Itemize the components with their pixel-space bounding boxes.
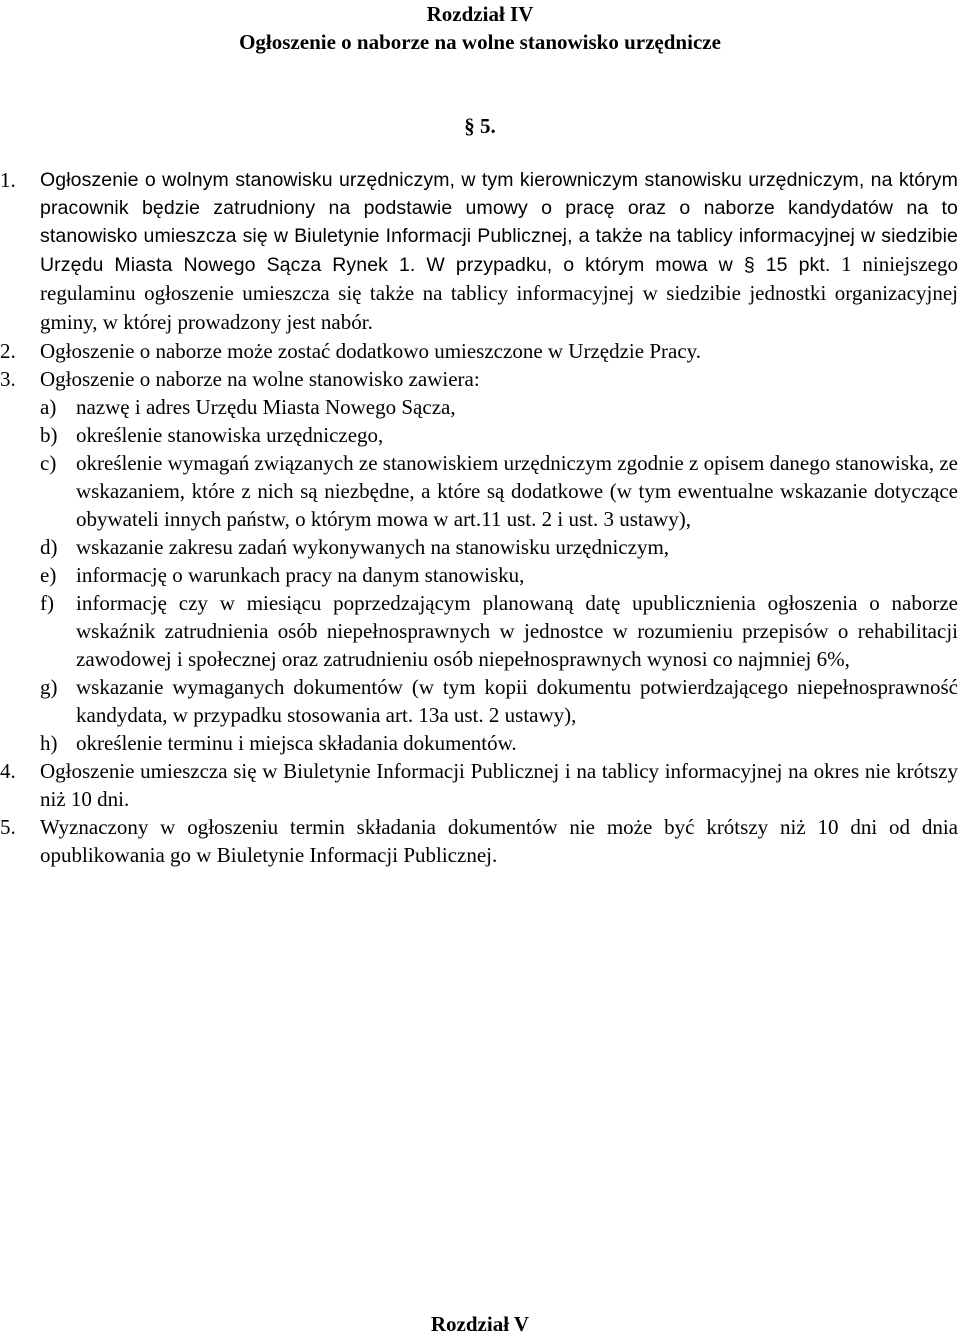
chapter-iv-title: Ogłoszenie o naborze na wolne stanowisko urzędnicze <box>239 30 721 54</box>
list-item-text: wskazanie zakresu zadań wykonywanych na stanowisku urzędniczym, <box>76 535 670 559</box>
list-item-text: nazwę i adres Urzędu Miasta Nowego Sącza, <box>76 395 456 419</box>
section-content <box>0 166 960 869</box>
list-item-letter: e) <box>40 563 57 587</box>
list-item-letter: h) <box>40 731 58 755</box>
paragraph-text: Wyznaczony w ogłoszeniu termin składania dokumentów nie może być krótszy niż 10 dni od dnia opublikowania go w Biuletynie Informacji Publicznej. <box>40 815 958 867</box>
list-item-text: wskazanie wymaganych dokumentów (w tym kopii dokumentu potwierdzającego niepełnosprawność kandydata, w przypadku stosowania art. 13a ust. 2 ustawy), <box>76 675 958 727</box>
paragraph-text: Ogłoszenie o naborze może zostać dodatkowo umieszczone w Urzędzie Pracy. <box>40 339 702 363</box>
requirements-list <box>0 393 960 757</box>
paragraph-2 <box>0 337 960 365</box>
list-item-text: informację o warunkach pracy na danym stanowisku, <box>76 563 525 587</box>
list-item-a <box>40 393 958 421</box>
list-item-g <box>40 673 958 729</box>
paragraph-4 <box>0 757 960 813</box>
paragraph-number: 3. <box>0 367 16 391</box>
chapter-v-label: Rozdział V <box>430 1312 530 1336</box>
list-item-letter: f) <box>40 591 54 615</box>
list-item-e <box>40 561 958 589</box>
paragraph-3 <box>0 365 960 393</box>
paragraph-text <box>40 166 958 337</box>
chapter-iv-label: Rozdział IV <box>426 2 534 26</box>
list-item-h <box>40 729 958 757</box>
list-item-letter: b) <box>40 423 58 447</box>
list-item-text: określenie terminu i miejsca składania dokumentów. <box>76 731 517 755</box>
list-item-letter: d) <box>40 535 58 559</box>
paragraph-number: 1. <box>0 168 16 192</box>
paragraph-1 <box>0 166 960 337</box>
list-item-f <box>40 589 958 673</box>
list-item-text: określenie stanowiska urzędniczego, <box>76 423 384 447</box>
list-item-c <box>40 449 958 533</box>
paragraph-number: 5. <box>0 815 16 839</box>
paragraph-text-sans: Ogłoszenie o wolnym stanowisku urzędniczym, w tym kierowniczym stanowisku urzędniczym, na którym pracownik będzie zatrudniony na podstawie umowy o pracę oraz o naborze kandydatów na to stanowisko umieszcza się w Biuletynie Informacji Publicznej, a także na tablicy informacyjnej w siedzibie Urzędu Miasta Nowego Sącza Rynek 1. W przypadku, o którym mowa w § 15 pkt. <box>40 169 958 276</box>
paragraph-5 <box>0 813 960 869</box>
paragraph-number: 2. <box>0 339 16 363</box>
paragraph-number: 4. <box>0 759 16 783</box>
paragraph-text: Ogłoszenie umieszcza się w Biuletynie Informacji Publicznej i na tablicy informacyjnej na okres nie krótszy niż 10 dni. <box>40 759 958 811</box>
paragraph-text-serif: 1 niniejszego regulaminu ogłoszenie umieszcza się także na tablicy informacyjnej w siedzibie jednostki organizacyjnej gminy, w której prowadzony jest nabór. <box>40 252 958 334</box>
paragraph-text: Ogłoszenie o naborze na wolne stanowisko zawiera: <box>40 367 480 391</box>
list-item-text: określenie wymagań związanych ze stanowiskiem urzędniczym zgodnie z opisem danego stanowiska, ze wskazaniem, które z nich są niezbędne, a które są dodatkowe (w tym ewentualne wskazanie dotyczące obywateli innych państw, o którym mowa w art.11 ust. 2 i ust. 3 ustawy), <box>76 451 958 531</box>
list-item-text: informację czy w miesiącu poprzedzającym planowaną datę upublicznienia ogłoszenia o naborze wskaźnik zatrudnienia osób niepełnosprawnych w jednostce w rozumieniu przepisów o rehabilitacji zawodowej i społecznej oraz zatrudnieniu osób niepełnosprawnych wynosi co najmniej 6%, <box>76 591 958 671</box>
list-item-letter: a) <box>40 395 57 419</box>
list-item-letter: c) <box>40 451 57 475</box>
list-item-b <box>40 421 958 449</box>
section-number: § 5. <box>464 114 496 138</box>
list-item-letter: g) <box>40 675 58 699</box>
list-item-d <box>40 533 958 561</box>
